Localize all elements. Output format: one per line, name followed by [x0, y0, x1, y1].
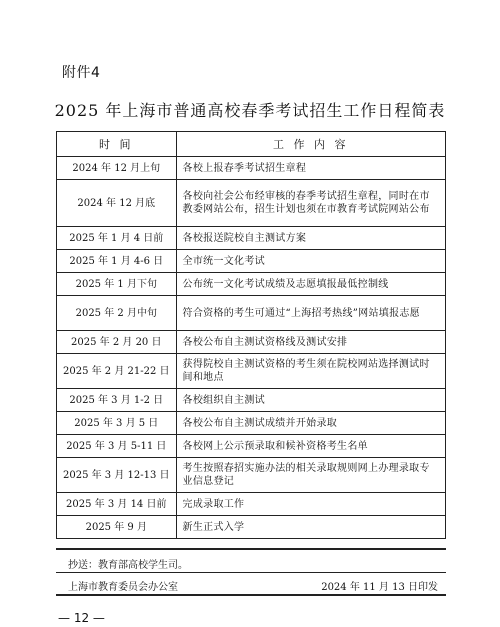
table-row — [57, 516, 446, 539]
work-cell: 公布统一文化考试成绩及志愿填报最低控制线 — [176, 273, 445, 296]
time-cell: 2025 年 3 月 12-13 日 — [57, 458, 177, 493]
header-work: 工 作 内 容 — [176, 132, 445, 157]
schedule-table — [56, 131, 446, 539]
table-row — [57, 180, 446, 227]
table-row — [57, 250, 446, 273]
table-row — [57, 157, 446, 180]
footer-top-rule — [56, 548, 446, 550]
time-cell: 2025 年 3 月 5-11 日 — [57, 435, 177, 458]
work-cell: 新生正式入学 — [176, 516, 445, 539]
table-row — [57, 331, 446, 354]
work-cell: 考生按照春招实施办法的相关录取规则网上办理录取专业信息登记 — [176, 458, 445, 493]
table-row — [57, 273, 446, 296]
table-row — [57, 493, 446, 516]
issuer-row — [68, 578, 438, 593]
time-cell: 2025 年 9 月 — [57, 516, 177, 539]
time-cell: 2025 年 3 月 1-2 日 — [57, 389, 177, 412]
work-cell: 各校报送院校自主测试方案 — [176, 227, 445, 250]
work-cell: 各校网上公示预录取和候补资格考生名单 — [176, 435, 445, 458]
footer-mid-rule — [56, 572, 446, 573]
time-cell: 2025 年 2 月 21-22 日 — [57, 354, 177, 389]
work-cell: 全市统一文化考试 — [176, 250, 445, 273]
time-cell: 2025 年 3 月 5 日 — [57, 412, 177, 435]
issuer-name: 上海市教育委员会办公室 — [68, 582, 178, 593]
time-cell: 2025 年 2 月 20 日 — [57, 331, 177, 354]
work-cell: 各校公布自主测试资格线及测试安排 — [176, 331, 445, 354]
work-cell: 各校向社会公布经审核的春季考试招生章程，同时在市教委网站公布，招生计划也须在市教育考试院网站公布 — [176, 180, 445, 227]
table-row — [57, 412, 446, 435]
table-row — [57, 296, 446, 331]
time-cell: 2025 年 1 月 4-6 日 — [57, 250, 177, 273]
attachment-label: 附件4 — [62, 65, 101, 81]
footer-bottom-rule — [56, 594, 446, 596]
time-cell: 2025 年 1 月下旬 — [57, 273, 177, 296]
issue-date: 2024 年 11 月 13 日印发 — [321, 582, 438, 593]
header-time: 时 间 — [57, 132, 177, 157]
table-header-row — [57, 132, 446, 157]
work-cell: 获得院校自主测试资格的考生须在院校网站选择测试时间和地点 — [176, 354, 445, 389]
work-cell: 各校公布自主测试成绩并开始录取 — [176, 412, 445, 435]
table-row — [57, 435, 446, 458]
time-cell: 2024 年 12 月上旬 — [57, 157, 177, 180]
table-row — [57, 458, 446, 493]
table-row — [57, 389, 446, 412]
cc-line: 抄送：教育部高校学生司。 — [68, 560, 188, 571]
document-title: 2025 年上海市普通高校春季考试招生工作日程简表 — [54, 101, 446, 120]
page-number: — 12 — — [58, 611, 105, 625]
table-row — [57, 354, 446, 389]
work-cell: 各校上报春季考试招生章程 — [176, 157, 445, 180]
time-cell: 2025 年 3 月 14 日前 — [57, 493, 177, 516]
time-cell: 2025 年 1 月 4 日前 — [57, 227, 177, 250]
time-cell: 2025 年 2 月中旬 — [57, 296, 177, 331]
work-cell: 符合资格的考生可通过“上海招考热线”网站填报志愿 — [176, 296, 445, 331]
work-cell: 各校组织自主测试 — [176, 389, 445, 412]
time-cell: 2024 年 12 月底 — [57, 180, 177, 227]
work-cell: 完成录取工作 — [176, 493, 445, 516]
table-row — [57, 227, 446, 250]
